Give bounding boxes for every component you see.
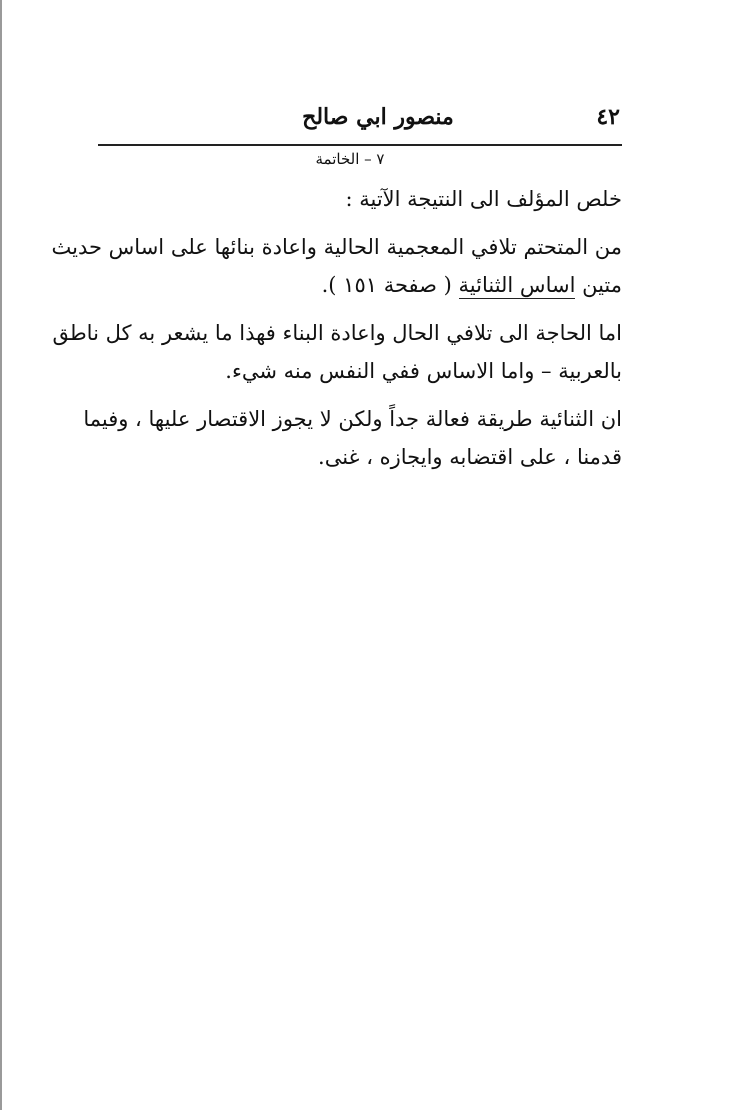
- paragraph: [98, 180, 622, 218]
- running-title: منصور ابي صالح: [302, 104, 454, 130]
- body-text: [51, 180, 622, 486]
- text-line: [98, 266, 622, 304]
- text-fragment: متين: [575, 273, 622, 297]
- section-heading: ٧ – الخاتمة: [315, 150, 385, 168]
- text-line: بالعربية – واما الاساس ففي النفس منه شيء.: [225, 359, 622, 383]
- page-number: ٤٢: [596, 104, 620, 130]
- text-fragment: ( صفحة ١٥١ ).: [321, 273, 459, 297]
- text-line: من المتحتم تلافي المعجمية الحالية واعادة بنائها على اساس حديث: [51, 235, 622, 259]
- text-line: اما الحاجة الى تلافي الحال واعادة البناء فهذا ما يشعر به كل ناطق: [52, 321, 622, 345]
- paragraph: [83, 400, 622, 476]
- running-head: [98, 102, 620, 138]
- underlined-phrase: اساس الثنائية: [458, 273, 576, 297]
- paragraph: [52, 314, 622, 390]
- header-rule: [98, 144, 622, 146]
- paragraph: [51, 228, 622, 304]
- text-line: خلص المؤلف الى النتيجة الآتية :: [345, 187, 622, 211]
- text-line: قدمنا ، على اقتضابه وايجازه ، غنى.: [318, 445, 622, 469]
- text-line: ان الثنائية طريقة فعالة جداً ولكن لا يجوز الاقتصار عليها ، وفيما: [83, 407, 622, 431]
